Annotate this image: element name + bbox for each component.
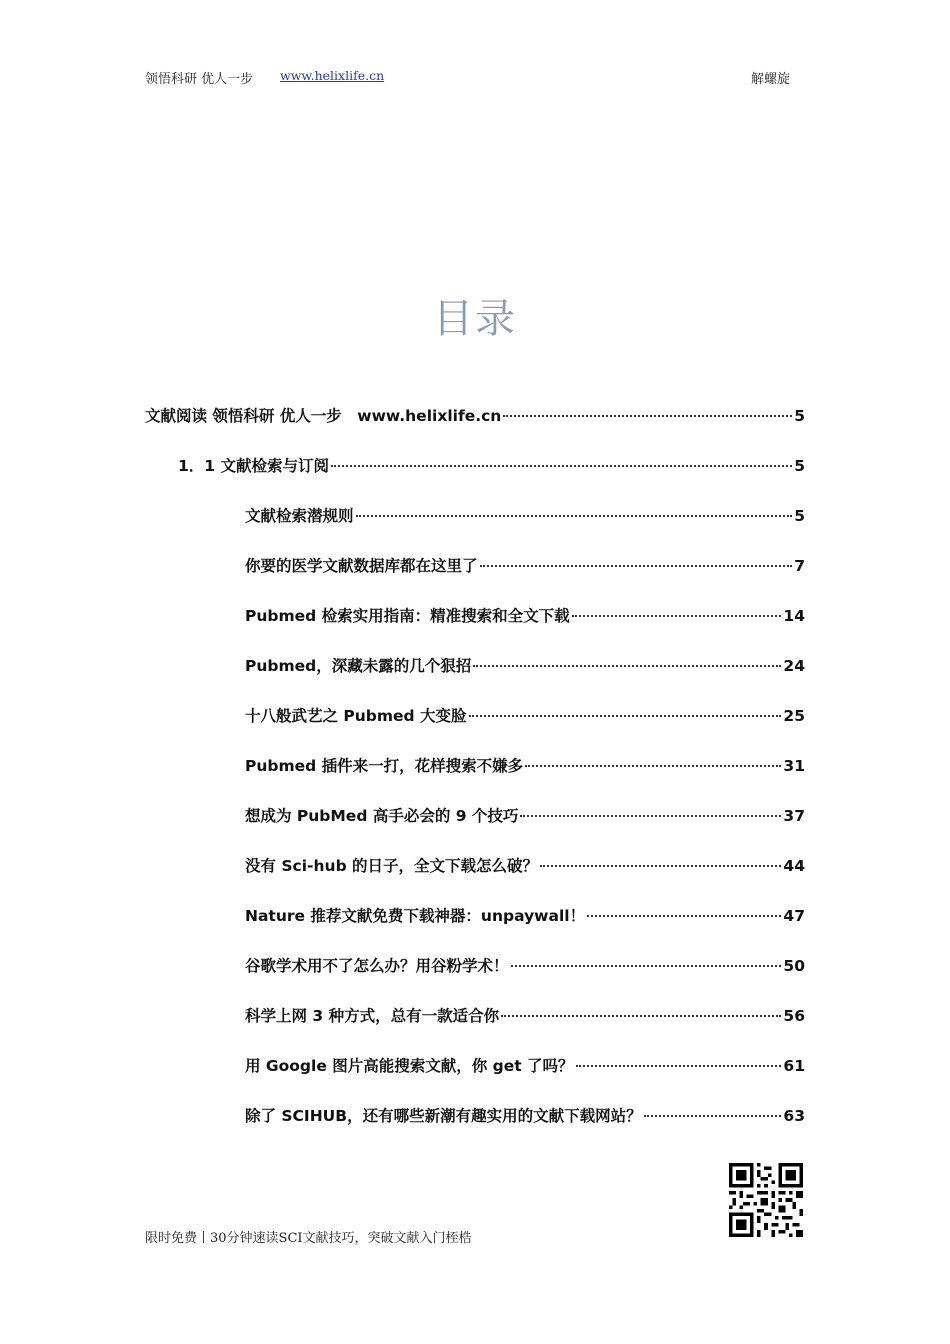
toc-leader-dots <box>587 915 781 917</box>
toc-entry-label: Nature 推荐文献免费下载神器：unpaywall！ <box>245 907 586 925</box>
toc-entry-page: 56 <box>783 1007 805 1025</box>
toc-leader-dots <box>572 615 782 617</box>
toc-entry-label: 想成为 PubMed 高手必会的 9 个技巧 <box>245 807 519 825</box>
toc-entry[interactable] <box>245 954 805 978</box>
toc-entry-page: 24 <box>783 657 805 675</box>
toc-entry-page: 5 <box>794 407 805 425</box>
qr-code-icon <box>729 1163 803 1237</box>
toc-entry[interactable] <box>245 604 805 628</box>
toc-leader-dots <box>503 415 792 417</box>
toc-entry-label: 科学上网 3 种方式，总有一款适合你 <box>245 1007 500 1025</box>
toc-entry[interactable] <box>245 504 805 528</box>
toc-entry-page: 61 <box>783 1057 805 1075</box>
toc-entry-label: 文献阅读 领悟科研 优人一步 www.helixlife.cn <box>145 407 502 425</box>
toc-entry-label: 除了 SCIHUB，还有哪些新潮有趣实用的文献下载网站？ <box>245 1107 642 1125</box>
toc-entry[interactable] <box>145 404 805 428</box>
toc-entry[interactable] <box>245 804 805 828</box>
toc-leader-dots <box>480 565 793 567</box>
toc-entry-page: 5 <box>794 457 805 475</box>
toc-entry[interactable] <box>245 1054 805 1078</box>
toc-entry-page: 44 <box>783 857 805 875</box>
toc-leader-dots <box>540 865 781 867</box>
toc-entry-label: Pubmed 检索实用指南：精准搜索和全文下载 <box>245 607 570 625</box>
toc-entry-label: 你要的医学文献数据库都在这里了 <box>245 557 478 575</box>
toc-leader-dots <box>469 715 782 717</box>
toc-leader-dots <box>511 965 782 967</box>
toc-entry-page: 14 <box>783 607 805 625</box>
toc-entry-label: 用 Google 图片高能搜索文献，你 get 了吗？ <box>245 1057 574 1075</box>
toc-entry-label: 十八般武艺之 Pubmed 大变脸 <box>245 707 467 725</box>
toc-entry[interactable] <box>245 904 805 928</box>
toc-leader-dots <box>525 765 781 767</box>
toc-entry-label: Pubmed，深藏未露的几个狠招 <box>245 657 472 675</box>
toc-entry-page: 5 <box>794 507 805 525</box>
toc-entry[interactable] <box>245 1004 805 1028</box>
toc-leader-dots <box>520 815 781 817</box>
toc-leader-dots <box>473 665 781 667</box>
toc-entry[interactable] <box>178 454 805 478</box>
toc-entry-page: 7 <box>794 557 805 575</box>
toc-entry-label: 没有 Sci-hub 的日子，全文下载怎么破？ <box>245 857 539 875</box>
header-brand: 领悟科研 优人一步 <box>145 72 254 87</box>
page-footer: 限时免费丨30分钟速读SCI文献技巧，突破文献入门桎梏 <box>145 1231 472 1246</box>
toc-entry-page: 47 <box>783 907 805 925</box>
toc-entry-page: 37 <box>783 807 805 825</box>
toc-leader-dots <box>331 465 792 467</box>
toc-leader-dots <box>356 515 793 517</box>
toc-entry-page: 50 <box>783 957 805 975</box>
toc-title: 目录 <box>433 296 517 342</box>
toc-entry-label: 文献检索潜规则 <box>245 507 354 525</box>
toc-leader-dots <box>501 1015 781 1017</box>
toc-entry-label: Pubmed 插件来一打，花样搜索不嫌多 <box>245 757 524 775</box>
toc-entry-page: 63 <box>783 1107 805 1125</box>
toc-entry[interactable] <box>245 704 805 728</box>
header-url-link[interactable]: www.helixlife.cn <box>280 68 385 83</box>
header-right-text: 解螺旋 <box>750 72 790 87</box>
toc-entry[interactable] <box>245 854 805 878</box>
toc-leader-dots <box>576 1065 782 1067</box>
toc-entry[interactable] <box>245 754 805 778</box>
toc-entry[interactable] <box>245 654 805 678</box>
toc-entry-page: 31 <box>783 757 805 775</box>
toc-entry-page: 25 <box>783 707 805 725</box>
toc-entry-label: 谷歌学术用不了怎么办？用谷粉学术！ <box>245 957 509 975</box>
toc-entry[interactable] <box>245 554 805 578</box>
toc-entry[interactable] <box>245 1104 805 1128</box>
toc-leader-dots <box>644 1115 782 1117</box>
toc-entry-label: 1．1 文献检索与订阅 <box>178 457 329 475</box>
